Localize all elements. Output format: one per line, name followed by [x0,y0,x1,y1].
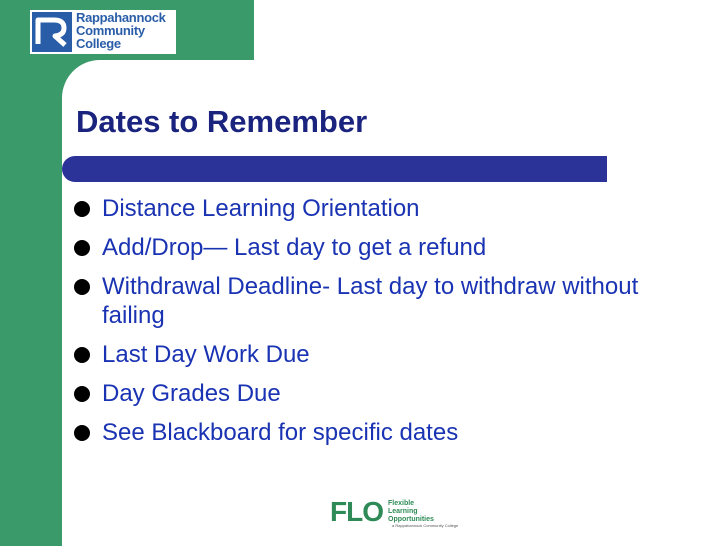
flo-logo-line: Flexible Learning [388,500,418,515]
list-item [74,194,654,223]
list-item-text: Day Grades Due [102,380,281,407]
bullet-icon [74,240,90,256]
list-item-text: Add/Drop— Last day to get a refund [102,234,487,261]
flo-logo-subtext: a Rappahannock Community College [392,523,459,528]
bullet-icon [74,425,90,441]
list-item [74,272,654,330]
list-item [74,340,654,369]
bullet-icon [74,347,90,363]
list-item [74,418,654,447]
college-logo-text [76,11,166,50]
college-logo [30,10,176,54]
slide-title: Dates to Remember [76,104,368,139]
list-item-text: See Blackboard for specific dates [102,419,459,446]
flo-logo-text [388,500,444,524]
logo-line: Community [76,23,145,38]
college-logo-icon [32,12,72,52]
list-item-text: Distance Learning Orientation [102,195,420,222]
bullet-icon [74,201,90,217]
list-item [74,233,654,262]
bullet-list [74,194,654,457]
flo-logo-line: Opportunities [388,516,434,523]
list-item-text: Last Day Work Due [102,341,310,368]
list-item-text: Withdrawal Deadline- Last day to withdraw without failing [102,273,639,329]
logo-line: Rappahannock [76,10,166,25]
list-item [74,379,654,408]
title-divider-bar [62,156,607,182]
logo-line: College [76,36,121,51]
flo-logo-letters: FLO [330,496,383,527]
bullet-icon [74,279,90,295]
header-white-area [254,0,728,62]
bullet-icon [74,386,90,402]
flo-logo [330,496,459,532]
